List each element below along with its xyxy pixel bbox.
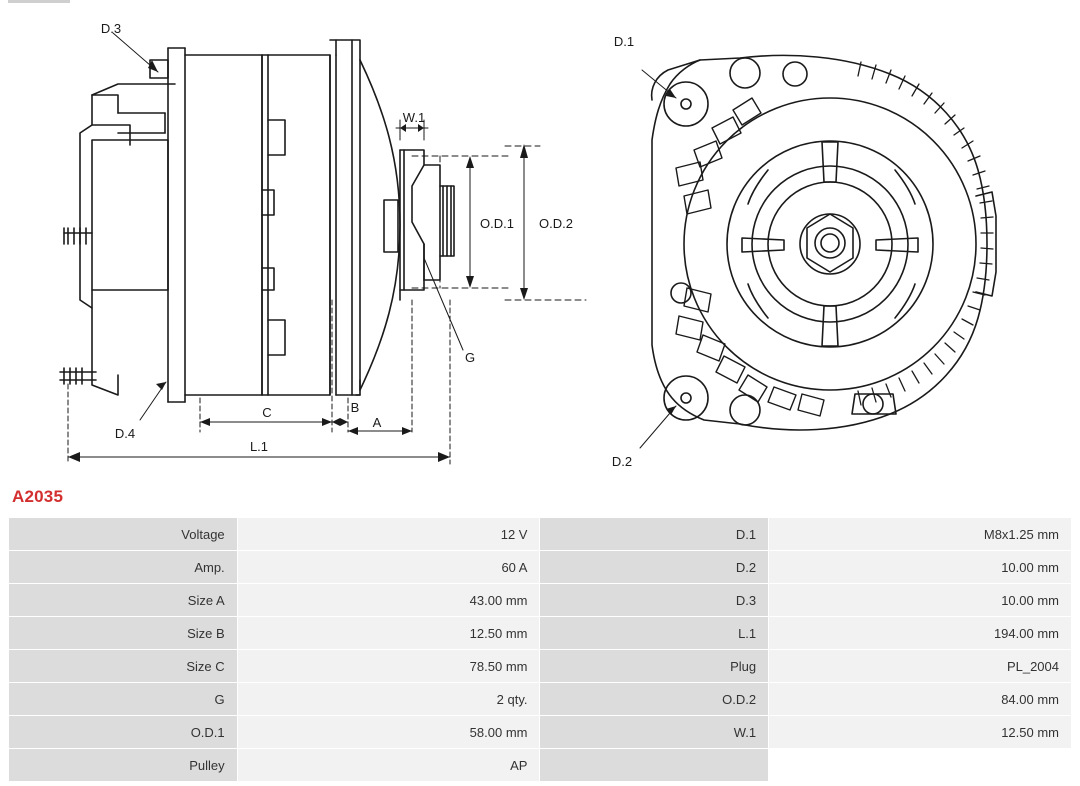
table-row xyxy=(9,683,1072,716)
spec-label: D.3 xyxy=(540,584,769,617)
spec-value: 60 A xyxy=(237,551,540,584)
spec-value: 10.00 mm xyxy=(769,584,1072,617)
spec-label: W.1 xyxy=(540,716,769,749)
spec-value: 12.50 mm xyxy=(769,716,1072,749)
table-row xyxy=(9,650,1072,683)
label-od1: O.D.1 xyxy=(480,216,514,231)
table-row xyxy=(9,518,1072,551)
spec-value: 43.00 mm xyxy=(237,584,540,617)
label-w1: W.1 xyxy=(402,110,426,125)
spec-value: 12.50 mm xyxy=(237,617,540,650)
spec-value: PL_2004 xyxy=(769,650,1072,683)
spec-label: Size B xyxy=(9,617,238,650)
spec-label: D.2 xyxy=(540,551,769,584)
spec-value-empty xyxy=(769,749,1072,782)
label-l1: L.1 xyxy=(249,439,269,454)
spec-value: 12 V xyxy=(237,518,540,551)
specifications-table xyxy=(8,517,1072,782)
spec-value: M8x1.25 mm xyxy=(769,518,1072,551)
label-d2: D.2 xyxy=(611,454,633,469)
spec-value: 194.00 mm xyxy=(769,617,1072,650)
spec-label: O.D.1 xyxy=(9,716,238,749)
label-d4: D.4 xyxy=(114,426,136,441)
spec-value: 78.50 mm xyxy=(237,650,540,683)
label-c: C xyxy=(262,405,272,420)
label-b: B xyxy=(350,400,360,415)
spec-value: 2 qty. xyxy=(237,683,540,716)
spec-label: Size C xyxy=(9,650,238,683)
spec-label: D.1 xyxy=(540,518,769,551)
spec-value: 58.00 mm xyxy=(237,716,540,749)
label-od2: O.D.2 xyxy=(539,216,573,231)
spec-label: O.D.2 xyxy=(540,683,769,716)
table-row xyxy=(9,617,1072,650)
table-row xyxy=(9,716,1072,749)
spec-label: L.1 xyxy=(540,617,769,650)
spec-label: Voltage xyxy=(9,518,238,551)
spec-label: Size A xyxy=(9,584,238,617)
spec-value: 84.00 mm xyxy=(769,683,1072,716)
spec-label: Pulley xyxy=(9,749,238,782)
table-row xyxy=(9,551,1072,584)
table-row xyxy=(9,749,1072,782)
page-title: A2035 xyxy=(12,487,64,506)
label-a: A xyxy=(372,415,382,430)
spec-value: 10.00 mm xyxy=(769,551,1072,584)
spec-label: G xyxy=(9,683,238,716)
table-row xyxy=(9,584,1072,617)
spec-label-empty xyxy=(540,749,769,782)
spec-label: Plug xyxy=(540,650,769,683)
label-d3: D.3 xyxy=(100,21,122,36)
label-d1: D.1 xyxy=(613,34,635,49)
label-g: G xyxy=(464,350,476,365)
spec-value: AP xyxy=(237,749,540,782)
spec-label: Amp. xyxy=(9,551,238,584)
